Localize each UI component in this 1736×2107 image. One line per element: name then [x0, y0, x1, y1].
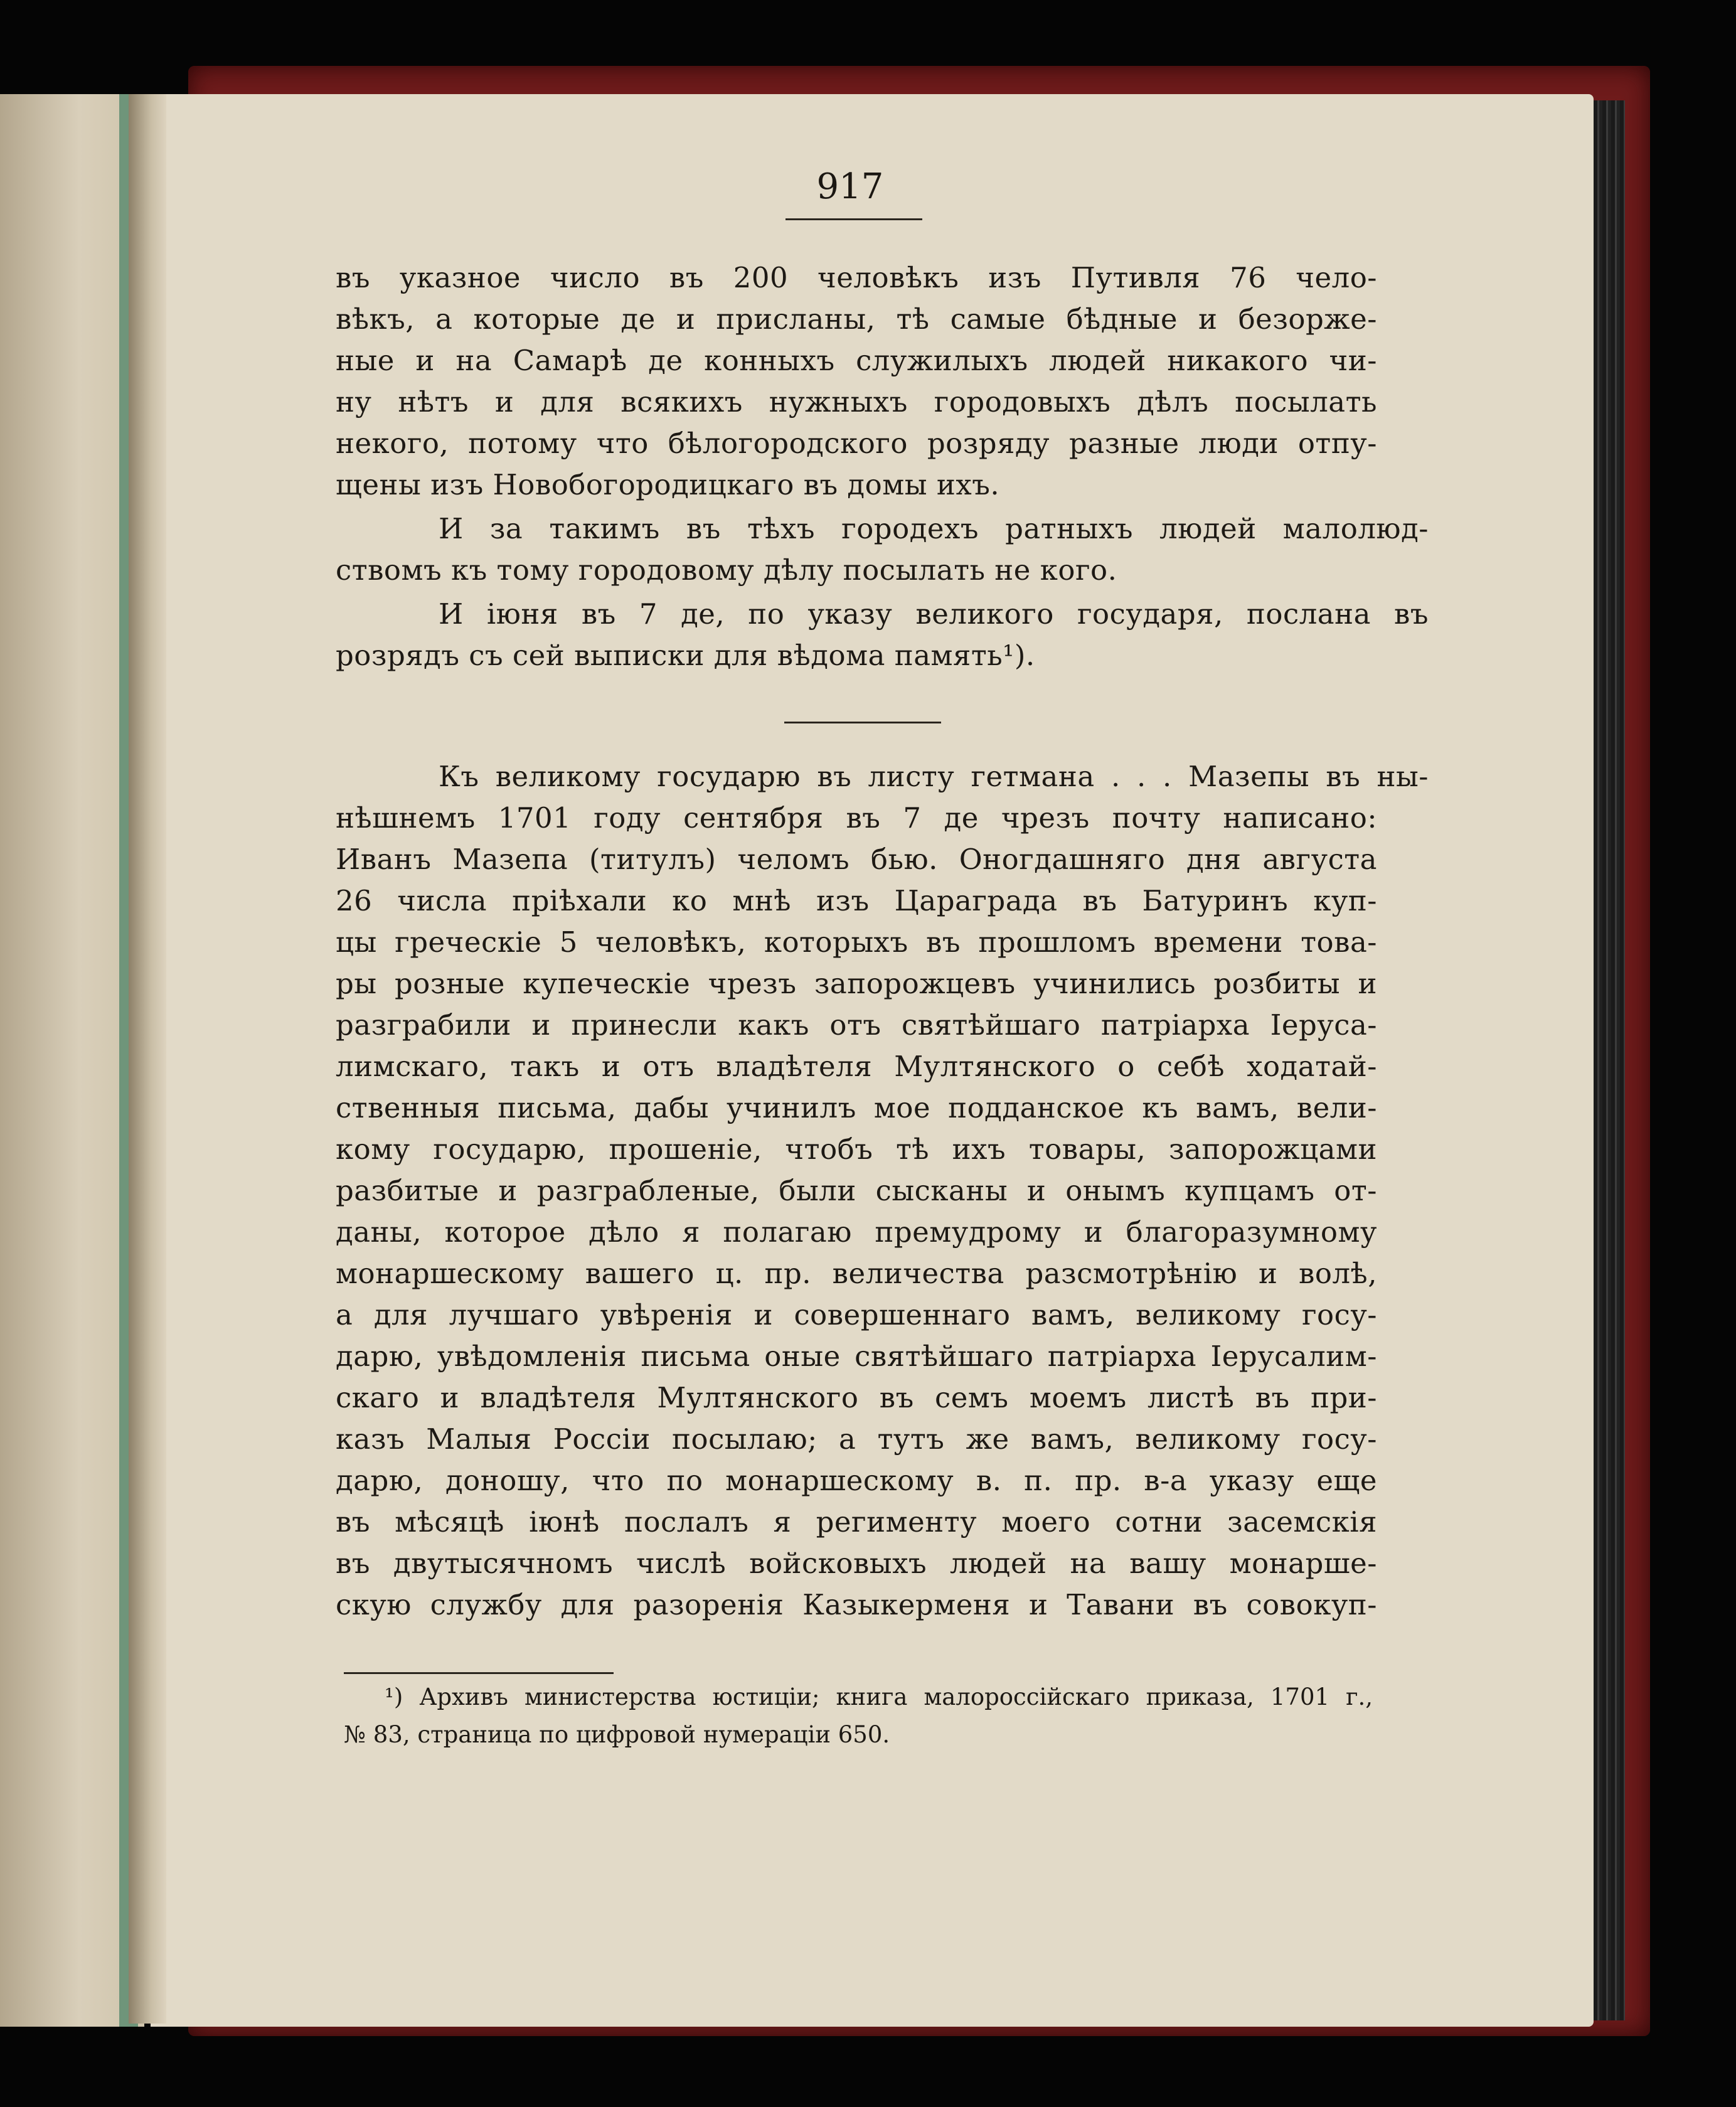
- text-line: нѣшнемъ 1701 году сентября въ 7 де чрезъ почту написано:: [336, 801, 1377, 835]
- text-line: въ двутысячномъ числѣ войсковыхъ людей на вашу монарше-: [336, 1547, 1377, 1580]
- text-line: розрядъ съ сей выписки для вѣдома память¹).: [336, 639, 1035, 672]
- text-line: дарю, доношу, что по монаршескому в. п. пр. в-а указу еще: [336, 1464, 1377, 1497]
- text-line: вѣкъ, а которые де и присланы, тѣ самые бѣдные и безорже-: [336, 302, 1377, 336]
- footnote-rule: [344, 1672, 614, 1674]
- paragraph-start-line: Къ великому государю въ листу гетмана . . . Мазепы въ ны-: [439, 760, 1429, 793]
- text-line: дарю, увѣдомленія письма оные святѣйшаго патріарха Іерусалим-: [336, 1340, 1377, 1373]
- footnote-line: № 83, страница по цифровой нумераціи 650.: [344, 1721, 890, 1748]
- text-line: ные и на Самарѣ де конныхъ служилыхъ людей никакого чи-: [336, 344, 1377, 377]
- text-line: щены изъ Новобогородицкаго въ домы ихъ.: [336, 468, 1000, 501]
- paragraph-start-line: И іюня въ 7 де, по указу великого государя, послана въ: [439, 597, 1429, 631]
- text-line: ственныя письма, дабы учинилъ мое подданское къ вамъ, вели-: [336, 1091, 1377, 1124]
- text-line: разграбили и принесли какъ отъ святѣйшаго патріарха Іеруса-: [336, 1008, 1377, 1042]
- text-line: цы греческіе 5 человѣкъ, которыхъ въ прошломъ времени това-: [336, 925, 1377, 959]
- text-line: даны, которое дѣло я полагаю премудрому и благоразумному: [336, 1215, 1377, 1249]
- paragraph-start-line: И за такимъ въ тѣхъ городехъ ратныхъ людей малолюд-: [439, 512, 1429, 545]
- text-line: ну нѣтъ и для всякихъ нужныхъ городовыхъ дѣлъ посылать: [336, 385, 1377, 419]
- text-line: Иванъ Мазепа (титулъ) челомъ бью. Оногдашняго дня августа: [336, 843, 1377, 876]
- text-line: скую службу для разоренія Казыкерменя и Тавани въ совокуп-: [336, 1588, 1377, 1621]
- text-line: лимскаго, такъ и отъ владѣтеля Мултянского о себѣ ходатай-: [336, 1050, 1377, 1083]
- page-edges: [1594, 100, 1625, 2020]
- text-line: ствомъ къ тому городовому дѣлу посылать не кого.: [336, 553, 1117, 587]
- page-number: 917: [816, 166, 884, 207]
- text-line: а для лучшаго увѣренія и совершеннаго вамъ, великому госу-: [336, 1298, 1377, 1331]
- footnote-line: ¹) Архивъ министерства юстиціи; книга малороссійскаго приказа, 1701 г.,: [385, 1683, 1373, 1710]
- text-line: разбитые и разграбленые, были сысканы и онымъ купцамъ от-: [336, 1174, 1377, 1207]
- text-line: кому государю, прошеніе, чтобъ тѣ ихъ товары, запорожцами: [336, 1133, 1377, 1166]
- page-number-rule: [785, 218, 922, 220]
- text-line: монаршескому вашего ц. пр. величества разсмотрѣнію и волѣ,: [336, 1257, 1377, 1290]
- section-divider: [784, 722, 941, 723]
- text-line: 26 числа пріѣхали ко мнѣ изъ Цараграда въ Батуринъ куп-: [336, 884, 1377, 917]
- text-line: въ указное число въ 200 человѣкъ изъ Путивля 76 чело-: [336, 261, 1377, 294]
- text-line: скаго и владѣтеля Мултянского въ семъ моемъ листѣ въ при-: [336, 1381, 1377, 1414]
- text-line: казъ Малыя Россіи посылаю; а тутъ же вамъ, великому госу-: [336, 1422, 1377, 1456]
- text-line: некого, потому что бѣлогородского розряду разные люди отпу-: [336, 427, 1377, 460]
- text-line: въ мѣсяцѣ іюнѣ послалъ я регименту моего сотни засемскія: [336, 1505, 1377, 1539]
- text-line: ры розные купеческіе чрезъ запорожцевъ учинились розбиты и: [336, 967, 1377, 1000]
- book-gutter: [129, 94, 166, 2024]
